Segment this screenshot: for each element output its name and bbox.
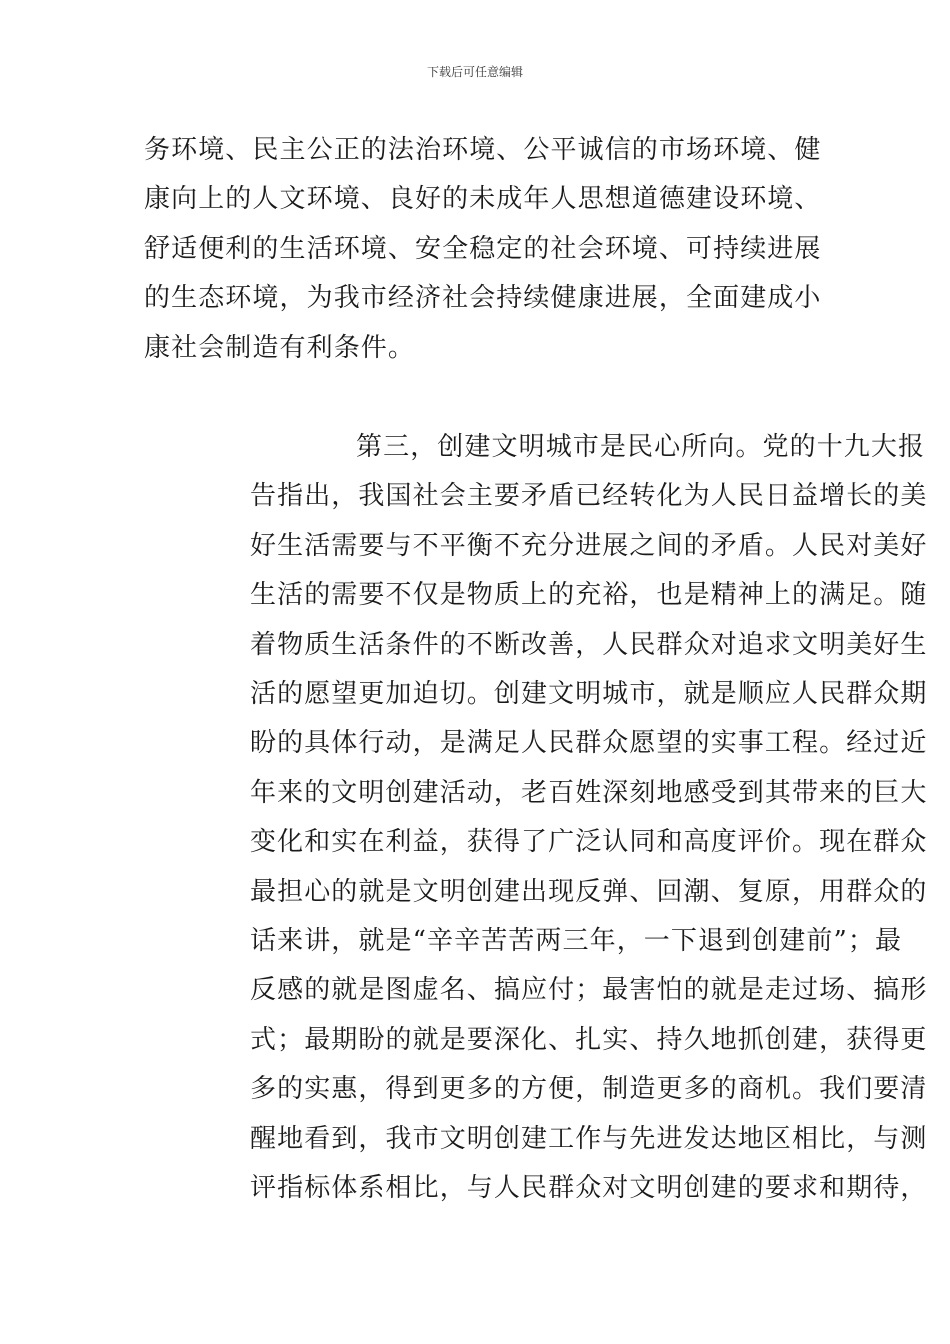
paragraph-line: 好生活需要与不平衡不充分进展之间的矛盾。人民对美好 bbox=[250, 530, 928, 561]
paragraph-1 bbox=[144, 126, 822, 373]
paragraph-line: 舒适便利的生活环境、安全稳定的社会环境、可持续进展 bbox=[144, 233, 822, 264]
paragraph-line: 变化和实在利益，获得了广泛认同和高度评价。现在群众 bbox=[250, 827, 928, 858]
paragraph-line: 盼的具体行动，是满足人民群众愿望的实事工程。经过近 bbox=[250, 728, 928, 759]
paragraph-line: 告指出，我国社会主要矛盾已经转化为人民日益增长的美 bbox=[250, 481, 928, 512]
paragraph-line: 的生态环境，为我市经济社会持续健康进展，全面建成小 bbox=[144, 283, 822, 314]
paragraph-line: 康向上的人文环境、良好的未成年人思想道德建设环境、 bbox=[144, 184, 822, 215]
paragraph-line: 活的愿望更加迫切。创建文明城市，就是顺应人民群众期 bbox=[250, 679, 928, 710]
paragraph-line: 式；最期盼的就是要深化、扎实、持久地抓创建，获得更 bbox=[250, 1024, 928, 1055]
paragraph-line: 反感的就是图虚名、搞应付；最害怕的就是走过场、搞形 bbox=[250, 975, 928, 1006]
paragraph-line: 醒地看到，我市文明创建工作与先进发达地区相比，与测 bbox=[250, 1123, 928, 1154]
paragraph-line: 话来讲，就是“辛辛苦苦两三年，一下退到创建前”；最 bbox=[250, 926, 903, 957]
paragraph-line: 最担心的就是文明创建出现反弹、回潮、复原，用群众的 bbox=[250, 876, 928, 907]
paragraph-2 bbox=[144, 423, 928, 1214]
paragraph-line: 评指标体系相比，与人民群众对文明创建的要求和期待， bbox=[250, 1173, 928, 1204]
paragraph-line: 生活的需要不仅是物质上的充裕，也是精神上的满足。随 bbox=[250, 580, 928, 611]
page-header: 下载后可任意编辑 bbox=[426, 65, 523, 79]
paragraph-line: 务环境、民主公正的法治环境、公平诚信的市场环境、健 bbox=[144, 135, 822, 165]
paragraph-line: 着物质生活条件的不断改善，人民群众对追求文明美好生 bbox=[250, 629, 928, 660]
paragraph-line: 多的实惠，得到更多的方便，制造更多的商机。我们要清 bbox=[250, 1074, 928, 1105]
paragraph-line: 康社会制造有利条件。 bbox=[144, 332, 416, 363]
paragraph-line-indented: 第三，创建文明城市是民心所向。党的十九大报 bbox=[356, 432, 926, 462]
paragraph-line: 年来的文明创建活动，老百姓深刻地感受到其带来的巨大 bbox=[250, 777, 928, 808]
